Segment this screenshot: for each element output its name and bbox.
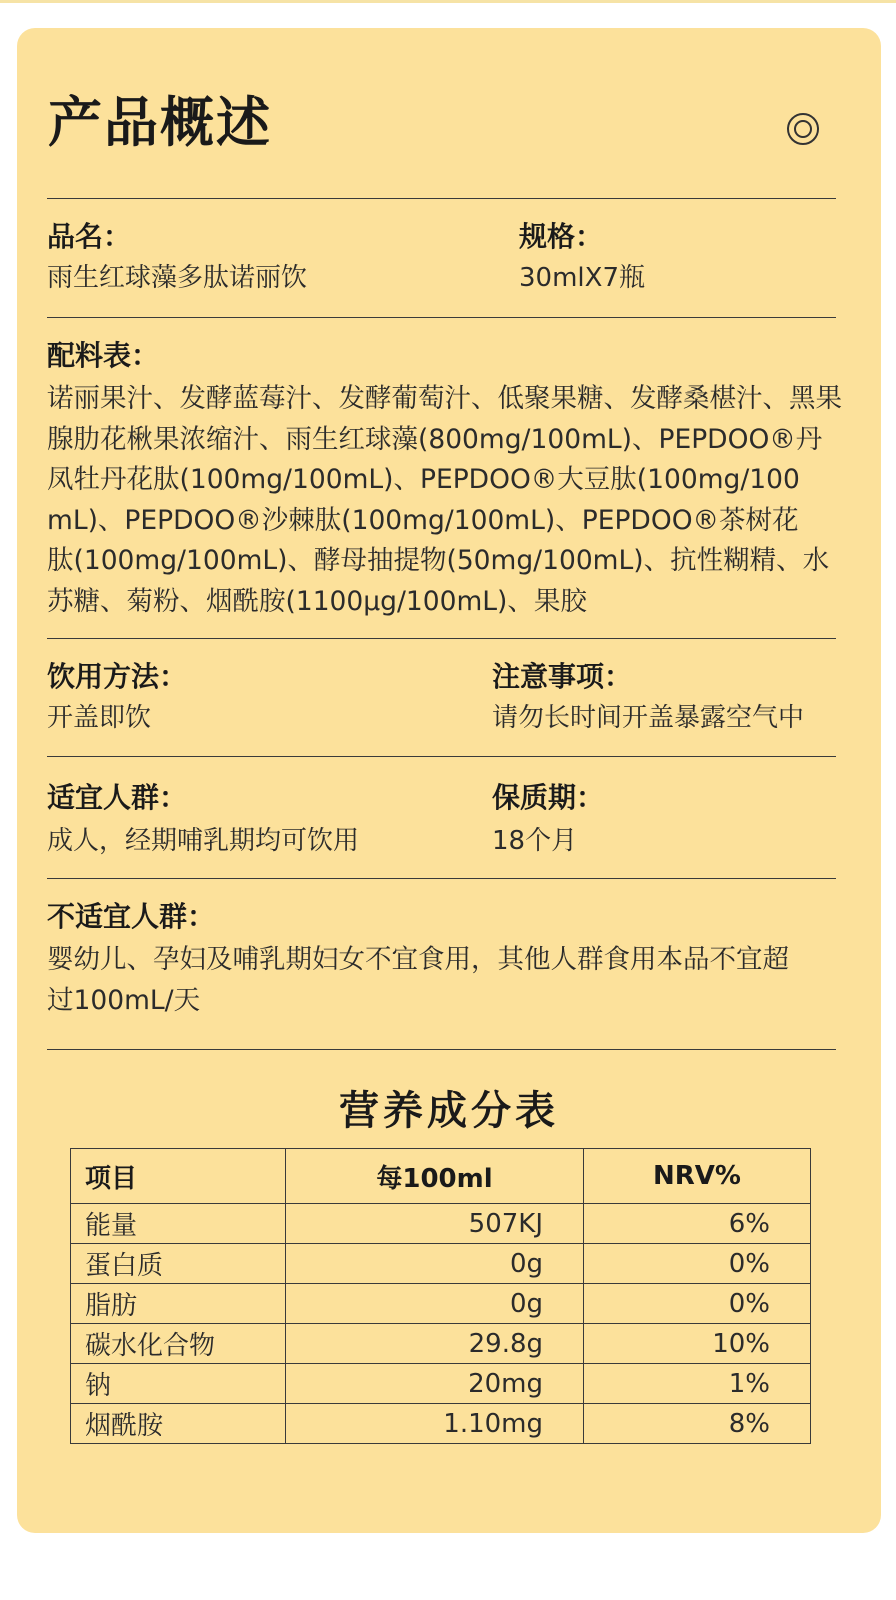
nutrient-nrv: 0% (584, 1284, 811, 1324)
divider (47, 756, 836, 757)
nutrient-name: 碳水化合物 (71, 1324, 286, 1364)
target-icon (787, 113, 819, 145)
ingredients-line: 凤牡丹花肽(100mg/100mL)、PEPDOO®大豆肽(100mg/100 (47, 464, 800, 495)
ingredients-label: 配料表： (47, 339, 160, 372)
nutrient-nrv: 8% (584, 1404, 811, 1444)
notice-label: 注意事项： (492, 660, 633, 693)
usage-method-label: 饮用方法： (47, 660, 188, 693)
nutrient-nrv: 6% (584, 1204, 811, 1244)
ingredients-line: 苏糖、菊粉、烟酰胺(1100μg/100mL)、果胶 (47, 585, 587, 617)
usage-method-value: 开盖即饮 (47, 703, 152, 733)
unsuitable-line: 过100mL/天 (47, 984, 201, 1016)
column-header-nrv: NRV% (584, 1149, 811, 1204)
product-name-value: 雨生红球藻多肽诺丽饮 (47, 263, 308, 293)
nutrient-name: 脂肪 (71, 1284, 286, 1324)
nutrient-amount: 20mg (286, 1364, 584, 1404)
page-title: 产品概述 (48, 91, 272, 154)
ingredients-line: mL)、PEPDOO®沙棘肽(100mg/100mL)、PEPDOO®茶树花 (47, 504, 799, 536)
column-header-per100ml: 每100ml (286, 1149, 584, 1204)
divider (47, 638, 836, 639)
nutrient-name: 钠 (71, 1364, 286, 1404)
table-row (71, 1324, 811, 1364)
nutrient-nrv: 10% (584, 1324, 811, 1364)
divider (47, 878, 836, 879)
nutrient-amount: 29.8g (286, 1324, 584, 1364)
nutrient-amount: 1.10mg (286, 1404, 584, 1444)
table-row (71, 1284, 811, 1324)
ingredients-text (47, 379, 847, 622)
unsuitable-line: 婴幼儿、孕妇及哺乳期妇女不宜食用，其他人群食用本品不宜超 (47, 944, 789, 975)
nutrient-nrv: 1% (584, 1364, 811, 1404)
divider (47, 317, 836, 318)
table-row (71, 1364, 811, 1404)
ingredients-line: 腺肋花楸果浓缩汁、雨生红球藻(800mg/100mL)、PEPDOO®丹 (47, 423, 823, 455)
product-overview-card (17, 28, 881, 1533)
divider (47, 1049, 836, 1050)
shelf-life-label: 保质期： (492, 781, 605, 814)
nutrient-name: 能量 (71, 1204, 286, 1244)
ingredients-line: 肽(100mg/100mL)、酵母抽提物(50mg/100mL)、抗性糊精、水 (47, 545, 830, 576)
column-header-item: 项目 (71, 1149, 286, 1204)
nutrition-table (70, 1148, 811, 1444)
nutrient-amount: 0g (286, 1284, 584, 1324)
nutrient-name: 蛋白质 (71, 1244, 286, 1284)
notice-value: 请勿长时间开盖暴露空气中 (492, 703, 805, 733)
unsuitable-group-label: 不适宜人群： (47, 900, 216, 933)
nutrition-table-title: 营养成分表 (339, 1088, 559, 1134)
nutrient-nrv: 0% (584, 1244, 811, 1284)
unsuitable-group-text (47, 940, 847, 1021)
nutrient-amount: 507KJ (286, 1204, 584, 1244)
ingredients-line: 诺丽果汁、发酵蓝莓汁、发酵葡萄汁、低聚果糖、发酵桑椹汁、黑果 (47, 383, 842, 414)
divider (47, 198, 836, 199)
table-row (71, 1204, 811, 1244)
shelf-life-value: 18个月 (492, 826, 578, 856)
table-row (71, 1404, 811, 1444)
suitable-group-label: 适宜人群： (47, 781, 188, 814)
top-divider (0, 0, 896, 3)
nutrient-amount: 0g (286, 1244, 584, 1284)
spec-label: 规格： (519, 220, 604, 253)
nutrient-name: 烟酰胺 (71, 1404, 286, 1444)
table-row (71, 1244, 811, 1284)
product-name-label: 品名： (47, 220, 132, 253)
spec-value: 30mlX7瓶 (519, 263, 645, 293)
table-header-row (71, 1149, 811, 1204)
suitable-group-value: 成人，经期哺乳期均可饮用 (47, 826, 360, 856)
